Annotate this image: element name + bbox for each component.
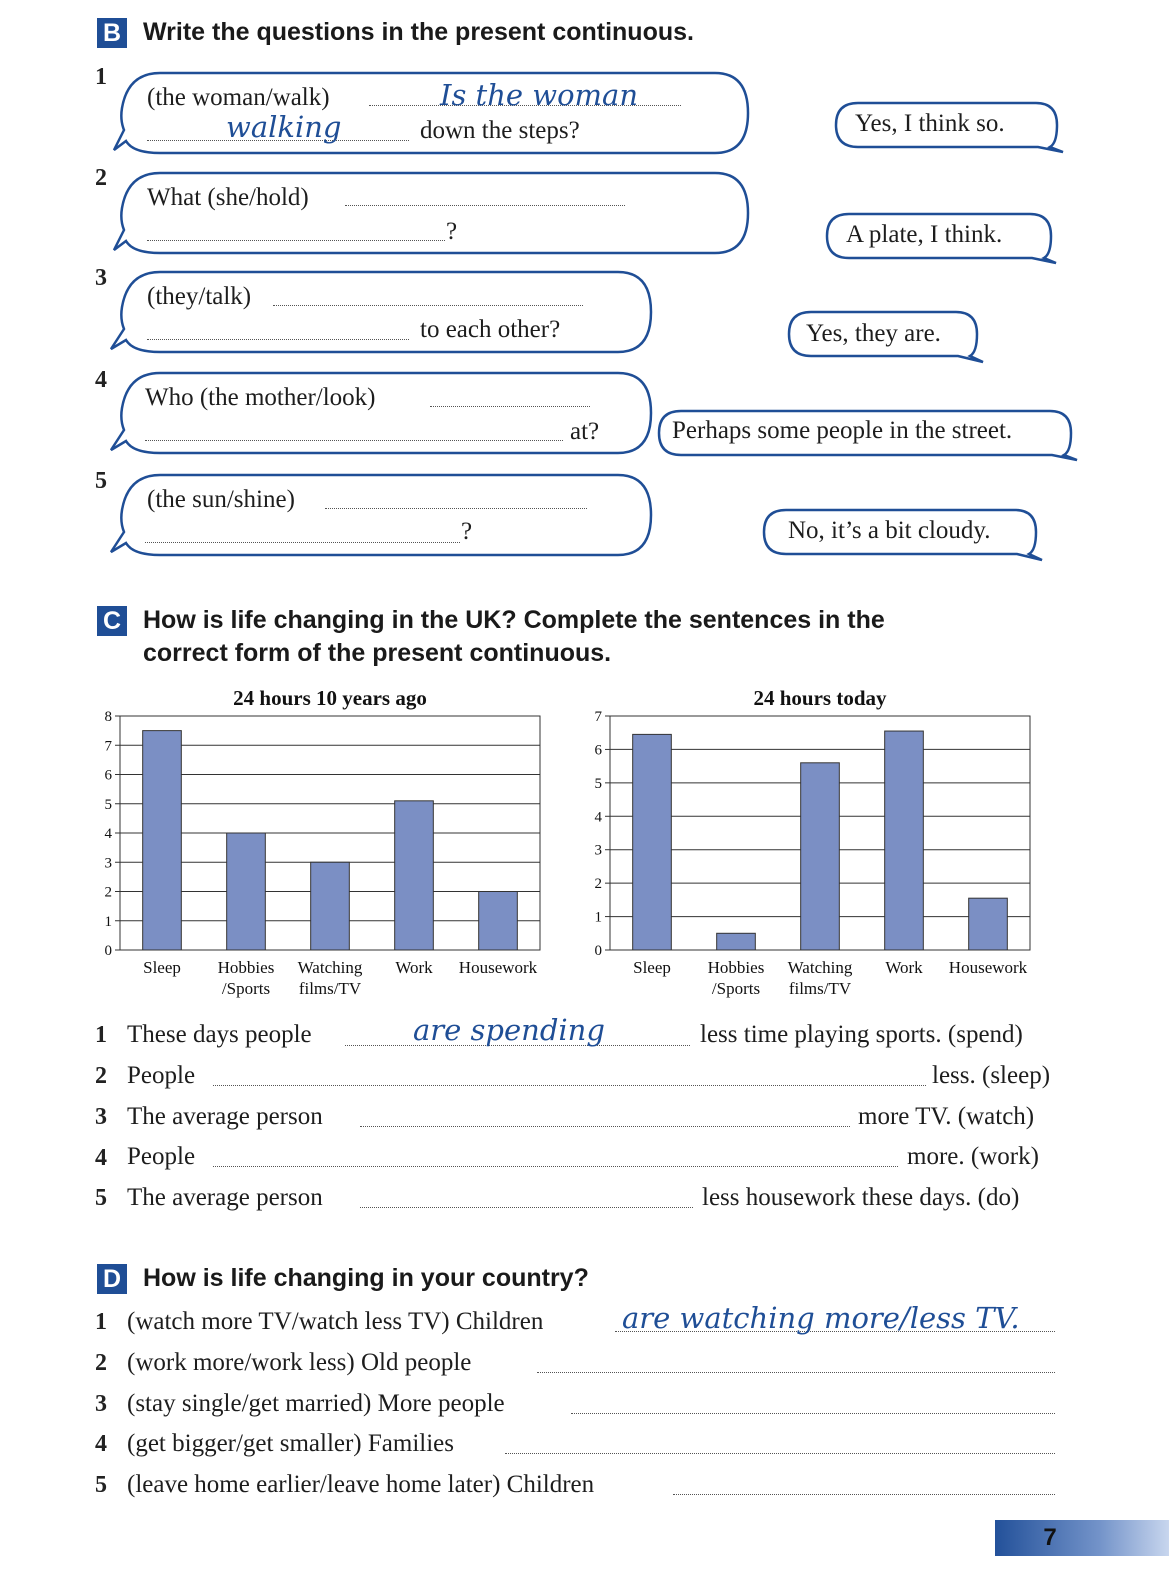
answer-line[interactable] bbox=[505, 1453, 1055, 1454]
x-category-label: Housework bbox=[458, 958, 538, 977]
answer-line[interactable] bbox=[537, 1372, 1055, 1373]
answer-line[interactable] bbox=[213, 1085, 926, 1086]
d-item-number: 5 bbox=[95, 1472, 107, 1498]
x-category-label: Hobbies bbox=[217, 958, 275, 977]
answer-line[interactable] bbox=[213, 1166, 898, 1167]
answer-line[interactable] bbox=[145, 440, 563, 441]
bar-watching-films-tv bbox=[801, 763, 840, 950]
y-tick-label: 6 bbox=[594, 742, 602, 759]
x-category-label: Housework bbox=[948, 958, 1028, 977]
bar-work bbox=[885, 731, 924, 950]
b-item-number: 4 bbox=[95, 367, 107, 393]
b-item-prompt: What (she/hold) bbox=[147, 184, 309, 211]
handwritten-answer: are spending bbox=[413, 1013, 605, 1047]
answer-line[interactable] bbox=[273, 305, 583, 306]
b-item-ending: down the steps? bbox=[420, 117, 580, 144]
y-tick-label: 5 bbox=[104, 796, 112, 813]
section-b-badge: B bbox=[97, 18, 127, 48]
page-number-bar bbox=[995, 1520, 1169, 1556]
handwritten-answer: Is the woman bbox=[440, 78, 639, 112]
d-item-number: 4 bbox=[95, 1431, 107, 1457]
y-tick-label: 3 bbox=[594, 842, 602, 859]
b-item-ending: ? bbox=[461, 518, 473, 545]
d-item-text: (work more/work less) Old people bbox=[127, 1349, 472, 1376]
y-tick-label: 2 bbox=[594, 876, 602, 893]
bar-housework bbox=[479, 892, 518, 951]
b-item-number: 1 bbox=[95, 64, 107, 90]
y-tick-label: 6 bbox=[104, 767, 112, 784]
answer-line[interactable] bbox=[571, 1413, 1055, 1414]
y-tick-label: 1 bbox=[104, 913, 112, 930]
b-item-number: 3 bbox=[95, 265, 107, 291]
answer-line[interactable] bbox=[345, 205, 625, 206]
section-d-badge: D bbox=[97, 1264, 127, 1294]
chart-title: 24 hours today bbox=[753, 686, 887, 710]
answer-line[interactable] bbox=[145, 542, 460, 543]
section-c-title-line1: How is life changing in the UK? Complete the sentences in the bbox=[143, 606, 885, 634]
x-category-label: /Sports bbox=[711, 979, 761, 998]
x-category-label: Sleep bbox=[143, 958, 181, 977]
c-item-number: 2 bbox=[95, 1063, 107, 1089]
y-tick-label: 7 bbox=[104, 738, 112, 755]
b-item-ending: at? bbox=[570, 418, 600, 445]
c-sentence-end: less. (sleep) bbox=[932, 1062, 1051, 1089]
b-item-prompt: (the sun/shine) bbox=[147, 486, 295, 513]
c-item-number: 4 bbox=[95, 1145, 107, 1171]
answer-line[interactable] bbox=[147, 339, 409, 340]
x-category-label: Work bbox=[395, 958, 433, 977]
y-tick-label: 2 bbox=[104, 884, 112, 901]
b-reply-text: Perhaps some people in the street. bbox=[672, 417, 1013, 444]
page-number: 7 bbox=[1043, 1524, 1057, 1551]
b-item-number: 5 bbox=[95, 468, 107, 494]
section-c-title-line2: correct form of the present continuous. bbox=[143, 639, 612, 667]
b-reply-text: No, it’s a bit cloudy. bbox=[788, 517, 991, 544]
answer-line[interactable] bbox=[325, 508, 587, 509]
y-tick-label: 8 bbox=[104, 709, 112, 725]
bar-sleep bbox=[633, 734, 672, 950]
section-d-title: How is life changing in your country? bbox=[143, 1264, 589, 1292]
c-item-number: 3 bbox=[95, 1104, 107, 1130]
y-tick-label: 0 bbox=[594, 943, 602, 959]
x-category-label: films/TV bbox=[788, 979, 852, 998]
chart-title: 24 hours 10 years ago bbox=[233, 686, 427, 710]
y-tick-label: 5 bbox=[594, 775, 602, 792]
x-category-label: Work bbox=[885, 958, 923, 977]
x-category-label: Hobbies bbox=[707, 958, 765, 977]
c-sentence-end: more TV. (watch) bbox=[858, 1103, 1035, 1130]
answer-line[interactable] bbox=[673, 1494, 1055, 1495]
handwritten-answer: are watching more/less TV. bbox=[622, 1301, 1020, 1335]
c-sentence-end: less housework these days. (do) bbox=[702, 1184, 1020, 1211]
answer-line[interactable] bbox=[430, 406, 590, 407]
b-reply-text: Yes, I think so. bbox=[855, 110, 1005, 137]
x-category-label: films/TV bbox=[298, 979, 362, 998]
y-tick-label: 3 bbox=[104, 855, 112, 872]
c-item-number: 1 bbox=[95, 1022, 107, 1048]
bar-chart-today bbox=[580, 680, 1070, 1005]
bar-hobbies-sports bbox=[227, 833, 266, 950]
b-item-number: 2 bbox=[95, 165, 107, 191]
bar-watching-films-tv bbox=[311, 862, 350, 950]
bar-chart-10-years-ago bbox=[90, 680, 580, 1005]
c-sentence-start: The average person bbox=[127, 1103, 323, 1130]
y-tick-label: 4 bbox=[104, 826, 112, 842]
handwritten-answer: walking bbox=[226, 110, 342, 144]
y-tick-label: 0 bbox=[104, 943, 112, 959]
section-c-badge: C bbox=[97, 606, 127, 636]
bar-hobbies-sports bbox=[717, 933, 756, 950]
x-category-label: Sleep bbox=[633, 958, 671, 977]
y-tick-label: 4 bbox=[594, 809, 602, 826]
d-item-text: (leave home earlier/leave home later) Children bbox=[127, 1471, 595, 1498]
section-b-title: Write the questions in the present continuous. bbox=[143, 18, 694, 46]
bar-work bbox=[395, 801, 434, 950]
answer-line[interactable] bbox=[147, 240, 445, 241]
c-sentence-end: less time playing sports. (spend) bbox=[700, 1021, 1023, 1048]
c-sentence-end: more. (work) bbox=[907, 1143, 1039, 1170]
d-item-number: 1 bbox=[95, 1309, 107, 1335]
c-item-number: 5 bbox=[95, 1185, 107, 1211]
c-sentence-start: People bbox=[127, 1062, 196, 1089]
answer-line[interactable] bbox=[360, 1126, 850, 1127]
bar-sleep bbox=[143, 731, 182, 950]
b-item-ending: ? bbox=[446, 218, 458, 245]
x-category-label: Watching bbox=[787, 958, 853, 977]
d-item-text: (watch more TV/watch less TV) Children bbox=[127, 1308, 544, 1335]
c-sentence-start: People bbox=[127, 1143, 196, 1170]
x-category-label: /Sports bbox=[221, 979, 271, 998]
d-item-text: (stay single/get married) More people bbox=[127, 1390, 505, 1417]
b-item-prompt: (the woman/walk) bbox=[147, 84, 330, 111]
d-item-text: (get bigger/get smaller) Families bbox=[127, 1430, 454, 1457]
b-item-prompt: (they/talk) bbox=[147, 283, 252, 310]
y-tick-label: 7 bbox=[594, 709, 602, 725]
c-sentence-start: These days people bbox=[127, 1021, 312, 1048]
b-item-ending: to each other? bbox=[420, 316, 561, 343]
d-item-number: 3 bbox=[95, 1391, 107, 1417]
c-sentence-start: The average person bbox=[127, 1184, 323, 1211]
d-item-number: 2 bbox=[95, 1350, 107, 1376]
y-tick-label: 1 bbox=[594, 909, 602, 926]
b-reply-text: A plate, I think. bbox=[846, 221, 1003, 248]
bar-housework bbox=[969, 898, 1008, 950]
x-category-label: Watching bbox=[297, 958, 363, 977]
b-item-prompt: Who (the mother/look) bbox=[145, 384, 376, 411]
b-reply-text: Yes, they are. bbox=[806, 320, 941, 347]
answer-line[interactable] bbox=[360, 1207, 693, 1208]
